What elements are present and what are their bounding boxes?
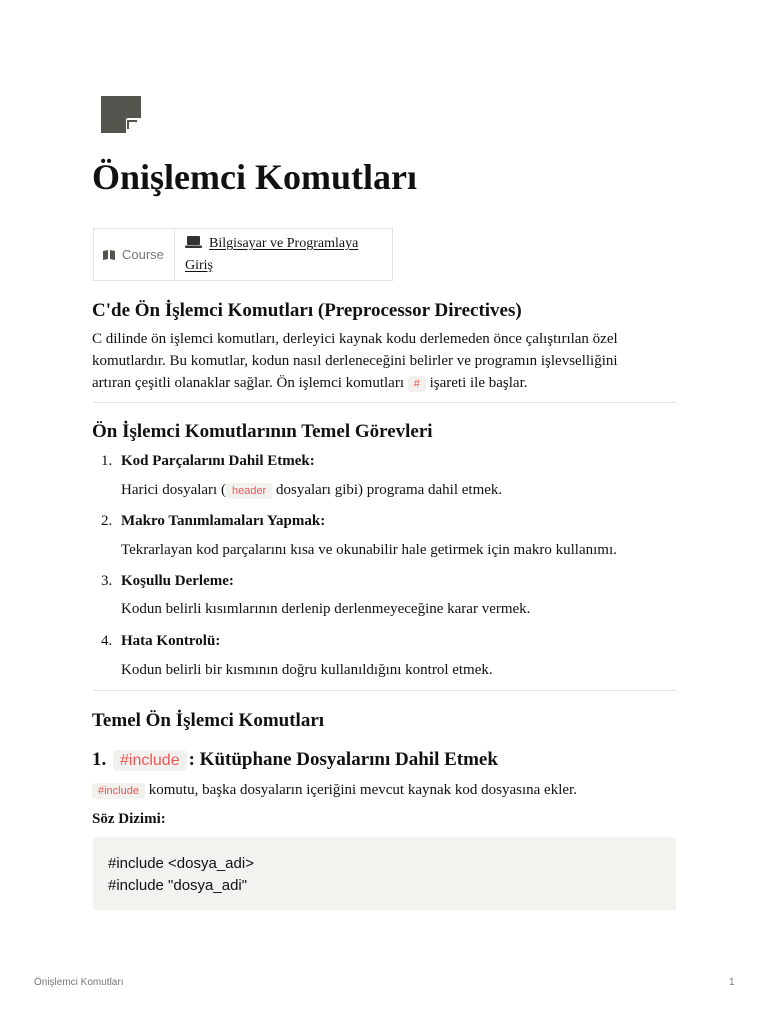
desc-text-end: dosyaları gibi) programa dahil etmek. <box>275 482 503 498</box>
desc-text: Harici dosyaları ( <box>121 482 226 498</box>
list-number: 3. <box>101 573 113 589</box>
list-item-title: Hata Kontrolü: <box>121 633 221 649</box>
intro-line-2: komutlardır. Bu komutlar, kodun nasıl derleneceğini belirler ve programın işlevselliğini <box>92 353 618 369</box>
list-item <box>101 571 234 591</box>
include-paragraph-text: komutu, başka dosyaların içeriğini mevcut kaynak kod dosyasına ekler. <box>148 782 577 798</box>
section-heading-basic-commands: Temel Ön İşlemci Komutları <box>92 710 325 731</box>
properties-table <box>93 228 393 281</box>
book-icon <box>103 250 115 260</box>
subheading-number: 1. <box>92 749 107 770</box>
list-number: 1. <box>101 453 113 469</box>
property-key-course <box>94 229 175 280</box>
intro-line-3: artıran çeşitli olanaklar sağlar. Ön işlemci komutları <box>92 375 404 391</box>
subheading-text: : Kütüphane Dosyalarını Dahil Etmek <box>188 749 498 770</box>
course-link[interactable]: Bilgisayar ve Programlaya <box>209 236 359 251</box>
list-item <box>101 631 220 651</box>
page-title: Önişlemci Komutları <box>92 157 417 197</box>
divider <box>93 690 676 691</box>
inline-code-include: #include <box>92 783 145 799</box>
property-value-course[interactable] <box>175 229 392 280</box>
note-icon <box>101 96 141 133</box>
syntax-label: Söz Dizimi: <box>92 811 166 827</box>
laptop-icon <box>185 236 202 248</box>
list-item <box>101 511 325 531</box>
list-item-title: Koşullu Derleme: <box>121 573 234 589</box>
list-item-description: Kodun belirli bir kısmının doğru kullanıldığını kontrol etmek. <box>121 662 493 678</box>
list-item-description: Tekrarlayan kod parçalarını kısa ve okunabilir hale getirmek için makro kullanımı. <box>121 542 617 558</box>
list-item-description <box>121 480 502 501</box>
include-paragraph <box>92 779 676 802</box>
course-link-continued[interactable]: Giriş <box>185 258 213 273</box>
code-chip-include: #include <box>113 750 187 771</box>
footer-title: Önişlemci Komutları <box>34 977 124 988</box>
intro-line-1: C dilinde ön işlemci komutları, derleyici kaynak kodu derlemeden önce çalıştırılan özel <box>92 331 618 347</box>
subheading-include <box>92 747 498 774</box>
list-number: 4. <box>101 633 113 649</box>
divider <box>93 402 676 403</box>
list-item <box>101 451 315 471</box>
page-number: 1 <box>729 977 735 988</box>
code-block[interactable] <box>93 837 676 910</box>
list-item-description: Kodun belirli kısımlarının derlenip derlenmeyeceğine karar vermek. <box>121 601 531 617</box>
section-heading-tasks: Ön İşlemci Komutlarının Temel Görevleri <box>92 421 433 442</box>
code-line: #include "dosya_adi" <box>108 877 248 894</box>
inline-code-header: header <box>226 483 272 499</box>
intro-line-3-end: işareti ile başlar. <box>429 375 528 391</box>
intro-paragraph <box>92 328 676 395</box>
section-heading-directives: C'de Ön İşlemci Komutları (Preprocessor Directives) <box>92 300 522 321</box>
inline-code-hash: # <box>408 376 426 392</box>
list-item-title: Makro Tanımlamaları Yapmak: <box>121 513 326 529</box>
list-item-title: Kod Parçalarını Dahil Etmek: <box>121 453 315 469</box>
list-number: 2. <box>101 513 113 529</box>
code-line: #include <dosya_adi> <box>108 855 254 872</box>
property-key-label: Course <box>122 247 164 262</box>
